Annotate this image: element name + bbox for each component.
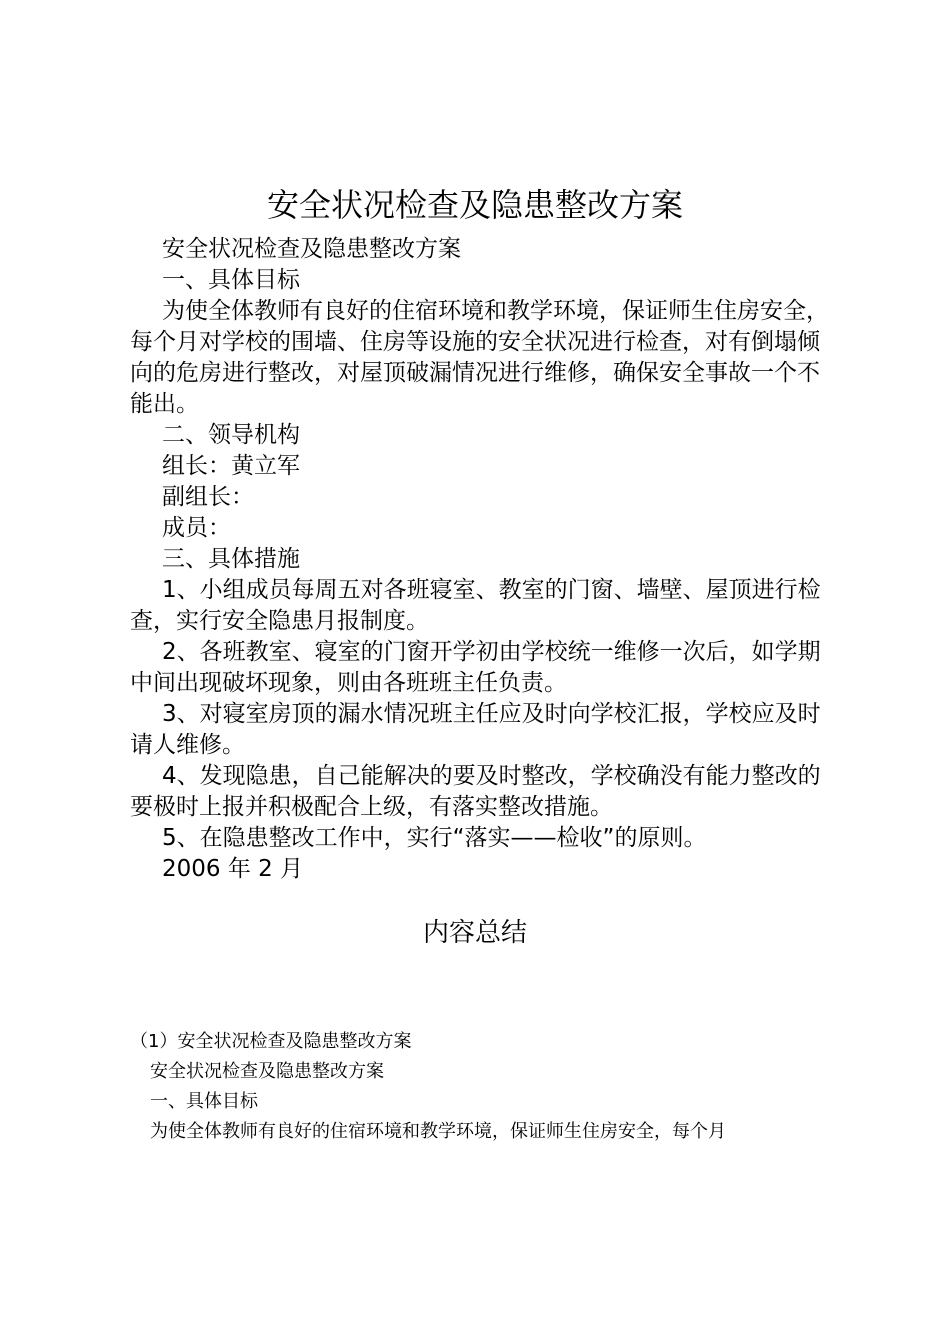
summary-section	[130, 1027, 840, 1147]
section-heading-measures: 三、具体措施	[162, 546, 300, 572]
document-title: 安全状况检查及隐患整改方案	[266, 186, 683, 224]
summary-heading: 内容总结	[422, 918, 527, 948]
section-heading-goals: 一、具体目标	[162, 267, 300, 293]
summary-line-heading: 一、具体目标	[150, 1091, 258, 1112]
summary-line-subtitle: 安全状况检查及隐患整改方案	[150, 1061, 384, 1082]
measure-item-3: 3、对寝室房顶的漏水情况班主任应及时向学校汇报，学校应及时请人维修。	[130, 701, 821, 758]
measure-item-2: 2、各班教室、寝室的门窗开学初由学校统一维修一次后，如学期中间出现破坏现象，则由各班班主任负责。	[130, 639, 821, 696]
section-heading-leadership: 二、领导机构	[162, 422, 300, 448]
measure-item-1: 1、小组成员每周五对各班寝室、教室的门窗、墙壁、屋顶进行检查，实行安全隐患月报制度。	[130, 577, 821, 634]
document-body	[130, 234, 840, 885]
members-line: 成员：	[162, 515, 231, 541]
measure-item-4: 4、发现隐患，自己能解决的要及时整改，学校确没有能力整改的要极时上报并积极配合上级，有落实整改措施。	[130, 763, 821, 820]
measure-item-5: 5、在隐患整改工作中，实行“落实——检收”的原则。	[162, 825, 707, 851]
goals-paragraph: 为使全体教师有良好的住宿环境和教学环境，保证师生住房安全，每个月对学校的围墙、住房等设施的安全状况进行检查，对有倒塌倾向的危房进行整改，对屋顶破漏情况进行维修，确保安全事故一个不能出。	[130, 298, 829, 417]
summary-line-title: （1）安全状况检查及隐患整改方案	[130, 1031, 412, 1052]
body-subtitle: 安全状况检查及隐患整改方案	[162, 236, 461, 262]
summary-line-excerpt: 为使全体教师有良好的住宿环境和教学环境，保证师生住房安全，每个月	[150, 1121, 726, 1142]
document-date: 2006 年 2 月	[162, 856, 304, 882]
deputy-leader-line: 副组长：	[162, 484, 254, 510]
leader-line: 组长：黄立军	[162, 453, 300, 479]
